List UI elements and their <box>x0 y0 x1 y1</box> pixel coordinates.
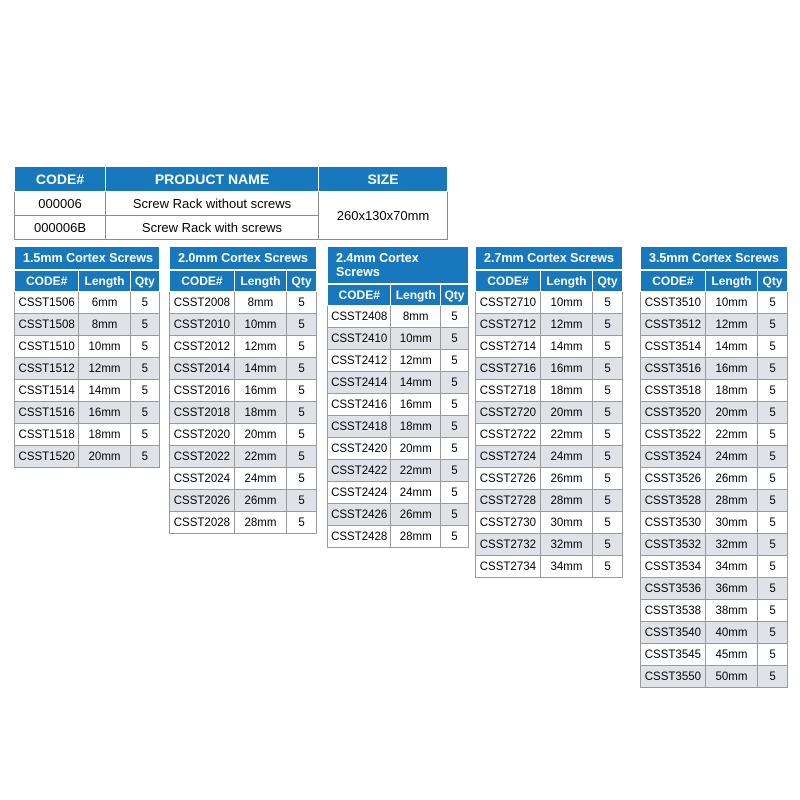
screw-header-length: Length <box>234 271 286 292</box>
screw-length: 10mm <box>540 292 592 314</box>
screw-qty: 5 <box>758 556 788 578</box>
table-row <box>15 314 160 336</box>
screw-length: 10mm <box>79 336 130 358</box>
screw-code: CSST2426 <box>328 504 391 526</box>
table-row <box>15 446 160 468</box>
screw-spec-table <box>475 270 623 578</box>
screw-length: 34mm <box>540 556 592 578</box>
screw-qty: 5 <box>593 512 623 534</box>
screw-qty: 5 <box>440 372 468 394</box>
screw-qty: 5 <box>593 314 623 336</box>
screw-code: CSST3512 <box>641 314 706 336</box>
screw-qty: 5 <box>130 380 159 402</box>
screw-qty: 5 <box>758 512 788 534</box>
screw-length: 24mm <box>540 446 592 468</box>
screw-code: CSST1516 <box>15 402 79 424</box>
screw-code: CSST2728 <box>476 490 541 512</box>
screw-length: 28mm <box>540 490 592 512</box>
table-row <box>328 438 469 460</box>
screw-length: 22mm <box>234 446 286 468</box>
screw-code: CSST1520 <box>15 446 79 468</box>
table-row <box>170 380 317 402</box>
screw-code: CSST2028 <box>170 512 235 534</box>
screw-code: CSST2410 <box>328 328 391 350</box>
screw-code: CSST3536 <box>641 578 706 600</box>
screw-table-title: 1.5mm Cortex Screws <box>14 246 160 270</box>
screw-length: 8mm <box>234 292 286 314</box>
screw-code: CSST1512 <box>15 358 79 380</box>
table-row <box>641 644 788 666</box>
screw-code: CSST2716 <box>476 358 541 380</box>
table-row <box>476 424 623 446</box>
screw-table-3 <box>327 246 469 548</box>
screw-code: CSST2420 <box>328 438 391 460</box>
screw-header-length: Length <box>79 271 130 292</box>
screw-qty: 5 <box>593 380 623 402</box>
screw-code: CSST1506 <box>15 292 79 314</box>
screw-length: 16mm <box>391 394 441 416</box>
screw-qty: 5 <box>440 328 468 350</box>
screw-qty: 5 <box>130 402 159 424</box>
table-row <box>641 446 788 468</box>
screw-header-qty: Qty <box>758 271 788 292</box>
screw-qty: 5 <box>593 402 623 424</box>
product-size: 260x130x70mm <box>319 192 448 240</box>
screw-code: CSST3528 <box>641 490 706 512</box>
screw-table-header-row <box>476 271 623 292</box>
screw-length: 14mm <box>540 336 592 358</box>
table-row <box>476 490 623 512</box>
screw-qty: 5 <box>287 424 317 446</box>
screw-length: 18mm <box>79 424 130 446</box>
screw-header-length: Length <box>391 285 441 306</box>
screw-length: 38mm <box>705 600 757 622</box>
screw-length: 14mm <box>234 358 286 380</box>
table-row <box>328 526 469 548</box>
screw-spec-table <box>169 270 317 534</box>
screw-length: 20mm <box>234 424 286 446</box>
screw-qty: 5 <box>440 416 468 438</box>
screw-length: 16mm <box>234 380 286 402</box>
screw-spec-table <box>327 284 469 548</box>
screw-header-code: CODE# <box>641 271 706 292</box>
screw-code: CSST2718 <box>476 380 541 402</box>
screw-code: CSST3538 <box>641 600 706 622</box>
screw-length: 32mm <box>705 534 757 556</box>
screw-qty: 5 <box>130 314 159 336</box>
screw-length: 10mm <box>234 314 286 336</box>
screw-length: 16mm <box>79 402 130 424</box>
table-row <box>476 534 623 556</box>
screw-qty: 5 <box>758 578 788 600</box>
screw-length: 12mm <box>705 314 757 336</box>
screw-length: 45mm <box>705 644 757 666</box>
table-row <box>170 512 317 534</box>
screw-table-5 <box>640 246 788 688</box>
screw-length: 26mm <box>540 468 592 490</box>
screw-code: CSST2732 <box>476 534 541 556</box>
screw-table-header-row <box>15 271 160 292</box>
screw-length: 14mm <box>79 380 130 402</box>
table-row <box>328 306 469 328</box>
table-row <box>328 372 469 394</box>
screw-header-qty: Qty <box>440 285 468 306</box>
table-row <box>641 622 788 644</box>
screw-length: 24mm <box>234 468 286 490</box>
table-row <box>15 292 160 314</box>
screw-qty: 5 <box>440 350 468 372</box>
screw-code: CSST2734 <box>476 556 541 578</box>
screw-table-4 <box>475 246 623 578</box>
product-header-name: PRODUCT NAME <box>106 167 319 192</box>
screw-qty: 5 <box>758 380 788 402</box>
screw-length: 16mm <box>540 358 592 380</box>
screw-code: CSST2414 <box>328 372 391 394</box>
table-row <box>641 358 788 380</box>
product-name: Screw Rack without screws <box>106 192 319 216</box>
screw-table-header-row <box>328 285 469 306</box>
screw-qty: 5 <box>130 358 159 380</box>
screw-code: CSST3530 <box>641 512 706 534</box>
screw-qty: 5 <box>287 402 317 424</box>
table-row <box>476 292 623 314</box>
screw-qty: 5 <box>593 358 623 380</box>
screw-length: 28mm <box>705 490 757 512</box>
screw-code: CSST2730 <box>476 512 541 534</box>
table-row <box>476 402 623 424</box>
screw-table-header-row <box>641 271 788 292</box>
screw-qty: 5 <box>287 446 317 468</box>
screw-qty: 5 <box>758 468 788 490</box>
table-row <box>476 446 623 468</box>
screw-length: 26mm <box>234 490 286 512</box>
table-row <box>641 402 788 424</box>
screw-code: CSST2726 <box>476 468 541 490</box>
screw-qty: 5 <box>287 512 317 534</box>
screw-code: CSST3550 <box>641 666 706 688</box>
screw-code: CSST2412 <box>328 350 391 372</box>
screw-length: 24mm <box>705 446 757 468</box>
screw-qty: 5 <box>593 468 623 490</box>
screw-code: CSST3520 <box>641 402 706 424</box>
screw-length: 6mm <box>79 292 130 314</box>
screw-table-title: 2.7mm Cortex Screws <box>475 246 623 270</box>
screw-code: CSST2714 <box>476 336 541 358</box>
table-row <box>641 490 788 512</box>
table-row <box>641 512 788 534</box>
table-row <box>170 292 317 314</box>
screw-code: CSST2026 <box>170 490 235 512</box>
screw-code: CSST2418 <box>328 416 391 438</box>
screw-qty: 5 <box>440 526 468 548</box>
screw-code: CSST2710 <box>476 292 541 314</box>
table-row <box>641 380 788 402</box>
table-row <box>328 350 469 372</box>
table-row <box>15 380 160 402</box>
table-row <box>641 336 788 358</box>
screw-qty: 5 <box>593 336 623 358</box>
screw-length: 20mm <box>391 438 441 460</box>
screw-qty: 5 <box>440 460 468 482</box>
screw-code: CSST1518 <box>15 424 79 446</box>
screw-length: 50mm <box>705 666 757 688</box>
screw-code: CSST3522 <box>641 424 706 446</box>
screw-header-code: CODE# <box>170 271 235 292</box>
table-row <box>15 424 160 446</box>
screw-qty: 5 <box>758 446 788 468</box>
screw-code: CSST3524 <box>641 446 706 468</box>
screw-length: 40mm <box>705 622 757 644</box>
screw-qty: 5 <box>130 292 159 314</box>
product-code: 000006 <box>15 192 106 216</box>
screw-qty: 5 <box>758 644 788 666</box>
screw-qty: 5 <box>758 358 788 380</box>
screw-spec-table <box>14 270 160 468</box>
screw-table-header-row <box>170 271 317 292</box>
table-row <box>15 402 160 424</box>
screw-length: 8mm <box>79 314 130 336</box>
screw-spec-table <box>640 270 788 688</box>
screw-length: 36mm <box>705 578 757 600</box>
table-row <box>328 460 469 482</box>
screw-code: CSST1508 <box>15 314 79 336</box>
screw-code: CSST1514 <box>15 380 79 402</box>
screw-code: CSST2016 <box>170 380 235 402</box>
table-row <box>170 402 317 424</box>
screw-length: 30mm <box>705 512 757 534</box>
table-row <box>15 358 160 380</box>
screw-length: 20mm <box>79 446 130 468</box>
screw-qty: 5 <box>758 534 788 556</box>
screw-code: CSST2014 <box>170 358 235 380</box>
screw-qty: 5 <box>130 336 159 358</box>
table-row <box>170 424 317 446</box>
screw-length: 28mm <box>391 526 441 548</box>
screw-qty: 5 <box>287 468 317 490</box>
screw-qty: 5 <box>440 306 468 328</box>
screw-code: CSST2428 <box>328 526 391 548</box>
screw-qty: 5 <box>758 336 788 358</box>
screw-qty: 5 <box>440 504 468 526</box>
screw-qty: 5 <box>287 490 317 512</box>
table-row <box>170 314 317 336</box>
screw-header-code: CODE# <box>328 285 391 306</box>
screw-code: CSST2424 <box>328 482 391 504</box>
screw-qty: 5 <box>593 292 623 314</box>
screw-code: CSST2408 <box>328 306 391 328</box>
screw-qty: 5 <box>758 666 788 688</box>
screw-length: 14mm <box>391 372 441 394</box>
screw-length: 22mm <box>540 424 592 446</box>
screw-header-code: CODE# <box>476 271 541 292</box>
table-row <box>15 336 160 358</box>
screw-code: CSST3532 <box>641 534 706 556</box>
screw-qty: 5 <box>593 534 623 556</box>
screw-qty: 5 <box>758 314 788 336</box>
screw-code: CSST2008 <box>170 292 235 314</box>
screw-length: 10mm <box>705 292 757 314</box>
table-row <box>641 534 788 556</box>
screw-header-qty: Qty <box>287 271 317 292</box>
screw-length: 18mm <box>540 380 592 402</box>
screw-table-title: 2.4mm Cortex Screws <box>327 246 469 284</box>
table-row <box>476 512 623 534</box>
screw-length: 14mm <box>705 336 757 358</box>
screw-length: 24mm <box>391 482 441 504</box>
screw-length: 18mm <box>705 380 757 402</box>
screw-code: CSST2018 <box>170 402 235 424</box>
screw-header-qty: Qty <box>130 271 159 292</box>
screw-length: 26mm <box>705 468 757 490</box>
table-row <box>328 482 469 504</box>
product-name: Screw Rack with screws <box>106 216 319 240</box>
screw-qty: 5 <box>440 438 468 460</box>
screw-code: CSST2020 <box>170 424 235 446</box>
screw-qty: 5 <box>593 490 623 512</box>
product-code: 000006B <box>15 216 106 240</box>
product-table <box>14 166 448 240</box>
screw-length: 18mm <box>391 416 441 438</box>
screw-length: 12mm <box>79 358 130 380</box>
screw-table-1 <box>14 246 160 468</box>
product-header-code: CODE# <box>15 167 106 192</box>
screw-length: 20mm <box>540 402 592 424</box>
screw-code: CSST2722 <box>476 424 541 446</box>
screw-table-title: 3.5mm Cortex Screws <box>640 246 788 270</box>
screw-code: CSST3540 <box>641 622 706 644</box>
screw-table-2 <box>169 246 317 534</box>
screw-length: 22mm <box>705 424 757 446</box>
screw-length: 34mm <box>705 556 757 578</box>
screw-code: CSST3514 <box>641 336 706 358</box>
table-row <box>170 336 317 358</box>
screw-qty: 5 <box>758 402 788 424</box>
screw-code: CSST3510 <box>641 292 706 314</box>
table-row <box>476 380 623 402</box>
screw-header-length: Length <box>540 271 592 292</box>
screw-code: CSST2712 <box>476 314 541 336</box>
screw-qty: 5 <box>130 424 159 446</box>
screw-qty: 5 <box>287 292 317 314</box>
table-row <box>641 578 788 600</box>
screw-length: 30mm <box>540 512 592 534</box>
screw-length: 20mm <box>705 402 757 424</box>
table-row <box>641 424 788 446</box>
screw-qty: 5 <box>758 600 788 622</box>
screw-code: CSST2724 <box>476 446 541 468</box>
table-row <box>476 336 623 358</box>
screw-qty: 5 <box>287 380 317 402</box>
screw-length: 12mm <box>234 336 286 358</box>
table-row <box>476 358 623 380</box>
table-row <box>641 468 788 490</box>
screw-header-qty: Qty <box>593 271 623 292</box>
screw-qty: 5 <box>593 424 623 446</box>
screw-qty: 5 <box>287 336 317 358</box>
screw-qty: 5 <box>593 556 623 578</box>
screw-length: 10mm <box>391 328 441 350</box>
screw-header-code: CODE# <box>15 271 79 292</box>
screw-qty: 5 <box>758 490 788 512</box>
screw-code: CSST2422 <box>328 460 391 482</box>
screw-qty: 5 <box>758 622 788 644</box>
table-row <box>641 600 788 622</box>
screw-qty: 5 <box>440 394 468 416</box>
screw-qty: 5 <box>758 424 788 446</box>
screw-table-title: 2.0mm Cortex Screws <box>169 246 317 270</box>
screw-qty: 5 <box>593 446 623 468</box>
screw-qty: 5 <box>287 314 317 336</box>
screw-length: 12mm <box>540 314 592 336</box>
screw-qty: 5 <box>758 292 788 314</box>
screw-code: CSST2416 <box>328 394 391 416</box>
screw-header-length: Length <box>705 271 757 292</box>
screw-length: 32mm <box>540 534 592 556</box>
product-table-header-row <box>15 167 448 192</box>
table-row <box>328 504 469 526</box>
screw-qty: 5 <box>440 482 468 504</box>
table-row <box>641 292 788 314</box>
screw-qty: 5 <box>130 446 159 468</box>
screw-length: 28mm <box>234 512 286 534</box>
table-row <box>476 556 623 578</box>
screw-code: CSST2024 <box>170 468 235 490</box>
screw-code: CSST3526 <box>641 468 706 490</box>
table-row <box>170 490 317 512</box>
screw-code: CSST3534 <box>641 556 706 578</box>
screw-length: 22mm <box>391 460 441 482</box>
table-row <box>641 666 788 688</box>
table-row <box>170 468 317 490</box>
screw-qty: 5 <box>287 358 317 380</box>
screw-length: 8mm <box>391 306 441 328</box>
screw-length: 16mm <box>705 358 757 380</box>
table-row <box>641 556 788 578</box>
table-row <box>328 416 469 438</box>
screw-code: CSST3545 <box>641 644 706 666</box>
table-row <box>328 394 469 416</box>
screw-code: CSST3516 <box>641 358 706 380</box>
table-row <box>476 468 623 490</box>
screw-code: CSST2010 <box>170 314 235 336</box>
table-row <box>476 314 623 336</box>
screw-code: CSST3518 <box>641 380 706 402</box>
table-row <box>170 446 317 468</box>
table-row <box>170 358 317 380</box>
screw-length: 12mm <box>391 350 441 372</box>
table-row <box>328 328 469 350</box>
product-header-size: SIZE <box>319 167 448 192</box>
screw-code: CSST2720 <box>476 402 541 424</box>
screw-code: CSST2012 <box>170 336 235 358</box>
screw-length: 26mm <box>391 504 441 526</box>
screw-length: 18mm <box>234 402 286 424</box>
product-table-container <box>14 166 448 240</box>
table-row <box>15 192 448 216</box>
screw-code: CSST1510 <box>15 336 79 358</box>
screw-code: CSST2022 <box>170 446 235 468</box>
table-row <box>641 314 788 336</box>
